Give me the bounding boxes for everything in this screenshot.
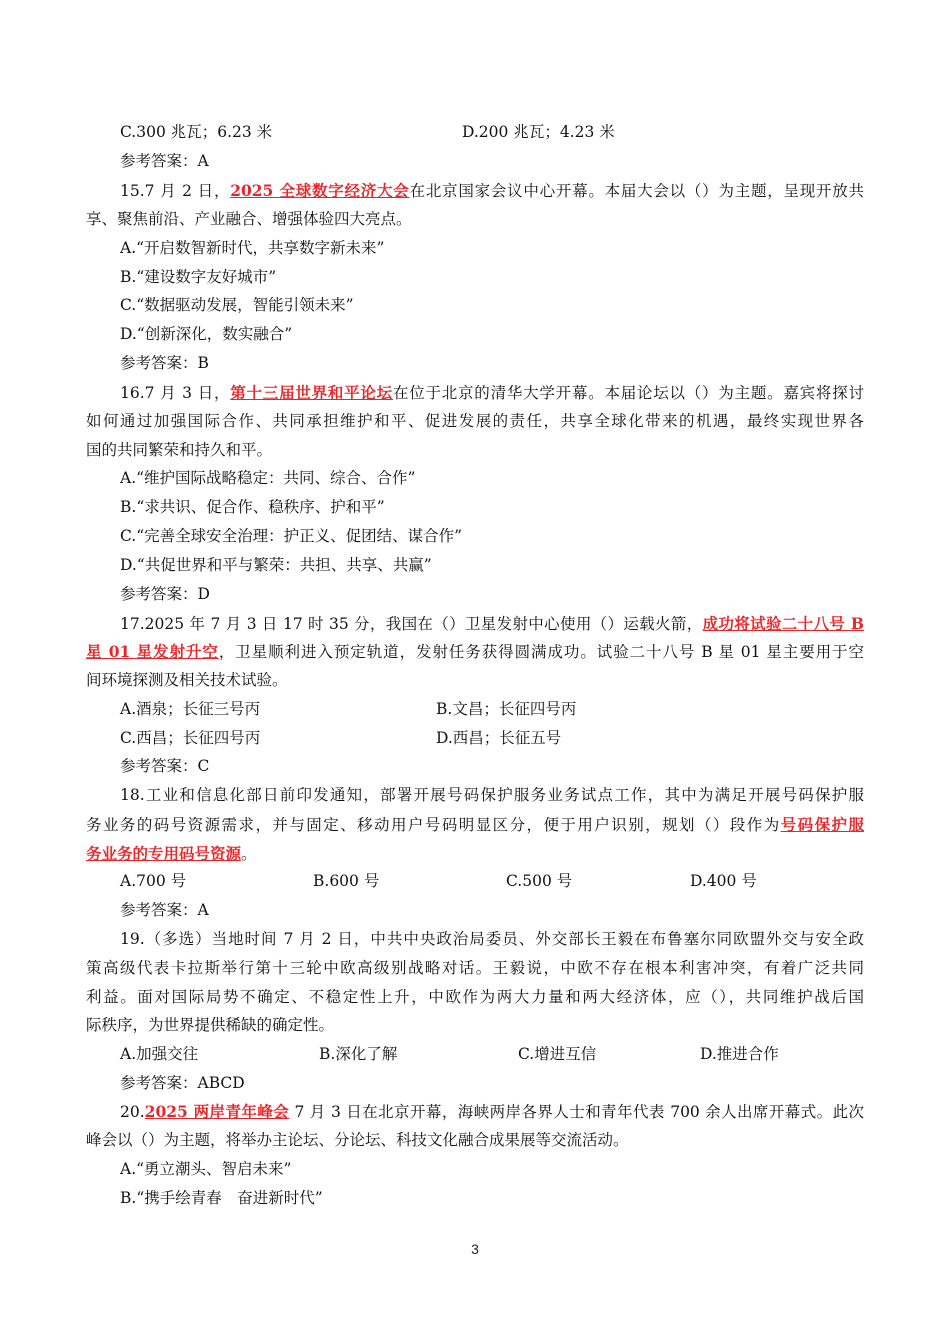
q14-answer: 参考答案：A	[120, 152, 209, 170]
q18-option-b: B.600 号	[313, 872, 380, 890]
q16-line-1: 16.7 月 3 日，第十三届世界和平论坛在位于北京的清华大学开幕。本届论坛以（）为主题。嘉宾将探讨	[120, 383, 864, 402]
q15-line-1: 15.7 月 2 日，2025 全球数字经济大会在北京国家会议中心开幕。本届大会以（）为主题，呈现开放共	[120, 181, 864, 200]
q18-option-a: A.700 号	[120, 872, 187, 890]
q19-option-d: D.推进合作	[700, 1045, 779, 1063]
q17-line-2: 星 01 星发射升空，卫星顺利进入预定轨道，发射任务获得圆满成功。试验二十八号 B 星 01 星主要用于空	[86, 642, 864, 661]
q17-option-d: D.西昌；长征五号	[436, 729, 562, 747]
q20-line-2: 峰会以（）为主题，将举办主论坛、分论坛、科技文化融合成果展等交流活动。	[86, 1131, 629, 1149]
q20-option-a: A.“勇立潮头、智启未来”	[120, 1160, 292, 1178]
q17-option-c: C.西昌；长征四号丙	[120, 729, 261, 747]
page-number: 3	[471, 1241, 479, 1257]
q17-highlight-a: 成功将试验二十八号 B	[702, 614, 864, 633]
q19-line-1: 19.（多选）当地时间 7 月 2 日，中共中央政治局委员、外交部长王毅在布鲁塞尔同欧盟外交与安全政	[120, 930, 864, 948]
q15-option-d: D.“创新深化，数实融合”	[120, 325, 293, 343]
q15-answer: 参考答案：B	[120, 354, 209, 372]
q15-option-b: B.“建设数字友好城市”	[120, 268, 277, 286]
q18-answer: 参考答案：A	[120, 901, 209, 919]
q19-line-2: 策高级代表卡拉斯举行第十三轮中欧高级别战略对话。王毅说，中欧不存在根本利害冲突，有着广泛共同	[86, 959, 864, 977]
q20-option-b: B.“携手绘青春 奋进新时代”	[120, 1189, 323, 1207]
q15-highlight: 2025 全球数字经济大会	[230, 181, 410, 200]
q17-answer: 参考答案：C	[120, 757, 210, 775]
q18-line-2: 务业务的码号资源需求，并与固定、移动用户号码明显区分，便于用户识别，规划（）段作为号码保护服	[86, 815, 864, 834]
q16-option-a: A.“维护国际战略稳定：共同、综合、合作”	[120, 469, 416, 487]
q18-option-d: D.400 号	[690, 872, 757, 890]
q18-highlight-a: 号码保护服	[780, 815, 864, 834]
q18-line-3: 务业务的专用码号资源。	[86, 844, 257, 863]
q19-line-3: 利益。面对国际局势不确定、不稳定性上升，中欧作为两大力量和两大经济体，应（），共同维护战后国	[86, 988, 864, 1006]
q15-line-2: 享、聚焦前沿、产业融合、增强体验四大亮点。	[86, 210, 412, 228]
q19-option-b: B.深化了解	[319, 1045, 398, 1063]
q19-answer: 参考答案：ABCD	[120, 1074, 245, 1092]
q19-option-c: C.增进互信	[518, 1045, 597, 1063]
q18-highlight-b: 务业务的专用码号资源	[86, 844, 242, 863]
q16-highlight: 第十三届世界和平论坛	[230, 383, 393, 402]
q16-line-3: 国的共同繁荣和持久和平。	[86, 441, 273, 459]
q16-option-d: D.“共促世界和平与繁荣：共担、共享、共赢”	[120, 556, 432, 574]
q20-line-1: 20.2025 两岸青年峰会 7 月 3 日在北京开幕，海峡两岸各界人士和青年代表 700 余人出席开幕式。此次	[120, 1102, 864, 1121]
q17-highlight-b: 星 01 星发射升空	[86, 642, 219, 661]
q20-highlight: 2025 两岸青年峰会	[144, 1102, 290, 1121]
q16-option-c: C.“完善全球安全治理：护正义、促团结、谋合作”	[120, 527, 463, 545]
q16-line-2: 如何通过加强国际合作、共同承担维护和平、促进发展的责任，共享全球化带来的机遇，最终实现世界各	[86, 412, 864, 430]
q18-line-1: 18.工业和信息化部日前印发通知，部署开展号码保护服务业务试点工作，其中为满足开展号码保护服	[120, 786, 864, 804]
q14-option-c: C.300 兆瓦；6.23 米	[120, 123, 273, 141]
q16-answer: 参考答案：D	[120, 585, 210, 603]
q19-line-4: 际秩序，为世界提供稀缺的确定性。	[86, 1016, 335, 1034]
q17-line-1: 17.2025 年 7 月 3 日 17 时 35 分，我国在（）卫星发射中心使用（）运载火箭，成功将试验二十八号 B	[120, 614, 864, 633]
q15-option-a: A.“开启数智新时代，共享数字新未来”	[120, 239, 385, 257]
q19-option-a: A.加强交往	[120, 1045, 199, 1063]
q17-option-b: B.文昌；长征四号丙	[436, 700, 577, 718]
q16-option-b: B.“求共识、促合作、稳秩序、护和平”	[120, 498, 385, 516]
q17-line-3: 间环境探测及相关技术试验。	[86, 671, 288, 689]
q15-option-c: C.“数据驱动发展，智能引领未来”	[120, 296, 354, 314]
q14-option-d: D.200 兆瓦；4.23 米	[462, 123, 615, 141]
q17-option-a: A.酒泉；长征三号丙	[120, 700, 261, 718]
q18-option-c: C.500 号	[506, 872, 573, 890]
